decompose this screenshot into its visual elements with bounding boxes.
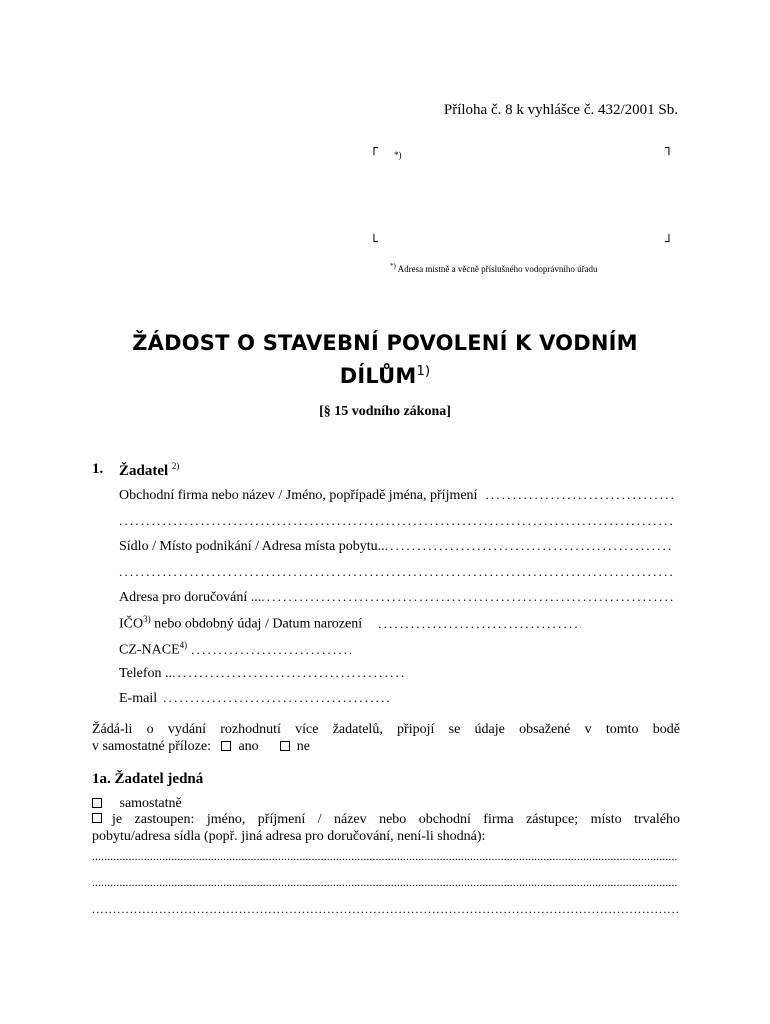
section1-heading xyxy=(119,461,179,480)
field-delivery-line[interactable] xyxy=(261,589,675,605)
section1-footnote: 2) xyxy=(171,461,180,471)
multi-applicants-text: Žádá-li o vydání rozhodnutí více žadatelů, připojí se údaje obsažené v tomto bodě xyxy=(92,722,680,737)
field-nace-footnote: 4) xyxy=(179,640,188,650)
section1-number: 1. xyxy=(92,461,104,477)
checkbox-no[interactable] xyxy=(280,741,290,751)
annex-reference: Příloha č. 8 k vyhlášce č. 432/2001 Sb. xyxy=(443,102,678,118)
form-title-line2 xyxy=(90,364,680,388)
field-delivery[interactable] xyxy=(119,589,675,606)
field-seat-label: Sídlo / Místo podnikání / Adresa místa pobytu.. xyxy=(119,539,385,554)
option-yes-label: ano xyxy=(238,739,259,754)
option-no-label: ne xyxy=(296,739,310,754)
field-nace[interactable] xyxy=(119,640,351,659)
option-represented-text: je zastoupen: jméno, příjmení / název nebo obchodní firma zástupce; místo trvalého xyxy=(112,812,680,827)
address-footnote xyxy=(390,262,598,274)
field-email[interactable] xyxy=(119,690,392,707)
field-company-label: Obchodní firma nebo název / Jméno, popřípadě jména, příjmení xyxy=(119,488,478,503)
section1-title: Žadatel xyxy=(119,463,169,479)
checkbox-self[interactable] xyxy=(92,798,102,808)
field-seat-line2[interactable] xyxy=(119,564,673,580)
field-email-line[interactable] xyxy=(163,690,392,706)
option-represented xyxy=(92,812,680,828)
option-self xyxy=(92,796,182,812)
field-phone-label: Telefon .. xyxy=(119,666,173,681)
field-nace-label xyxy=(119,640,187,659)
field-ico-label xyxy=(119,614,362,633)
multi-applicants-label: v samostatné příloze: xyxy=(92,739,211,754)
field-ico-text: nebo obdobný údaj / Datum narození xyxy=(150,616,363,632)
field-delivery-label: Adresa pro doručování ... xyxy=(119,590,262,605)
address-box-corner-top-right: ┐ xyxy=(665,141,673,156)
field-ico-footnote: 3) xyxy=(143,614,151,624)
form-subtitle: [§ 15 vodního zákona] xyxy=(319,404,451,419)
address-box-corner-bottom-right: ┘ xyxy=(665,235,673,250)
form-title-word: DÍLŮM xyxy=(339,364,417,388)
field-seat-line[interactable] xyxy=(385,538,673,554)
checkbox-represented[interactable] xyxy=(92,813,102,823)
checkbox-yes[interactable] xyxy=(221,741,231,751)
address-box-corner-top-left: ┌ xyxy=(370,141,378,156)
field-nace-line[interactable] xyxy=(191,642,351,658)
address-box-corner-bottom-left: └ xyxy=(370,235,378,250)
field-ico-abbr: IČO xyxy=(119,616,144,632)
field-company-line[interactable] xyxy=(485,487,673,503)
section1a-title: 1a. Žadatel jedná xyxy=(92,771,204,787)
field-phone-line[interactable] xyxy=(172,665,406,681)
field-email-label: E-mail xyxy=(119,691,158,706)
field-ico[interactable] xyxy=(119,614,581,633)
form-title-line1: ŽÁDOST O STAVEBNÍ POVOLENÍ K VODNÍM xyxy=(132,331,638,355)
form-title-footnote: 1) xyxy=(416,364,431,379)
field-company-line2[interactable] xyxy=(119,513,673,529)
address-footnote-text: Adresa místně a věcně příslušného vodoprávního úřadu xyxy=(397,264,598,274)
field-seat[interactable] xyxy=(119,538,673,555)
field-ico-line[interactable] xyxy=(378,616,581,632)
address-box-marker: *) xyxy=(394,150,402,160)
representative-line3[interactable] xyxy=(92,902,678,917)
address-footnote-marker: *) xyxy=(390,262,396,270)
field-company[interactable] xyxy=(119,487,673,504)
representative-line2[interactable] xyxy=(92,877,678,889)
option-represented-text2: pobytu/adresa sídla (popř. jiná adresa pro doručování, není-li shodná): xyxy=(92,829,486,844)
option-self-label: samostatně xyxy=(119,796,182,811)
representative-line1[interactable] xyxy=(92,851,678,863)
field-phone[interactable] xyxy=(119,665,406,682)
field-nace-abbr: CZ-NACE xyxy=(119,642,180,658)
multi-applicants-question xyxy=(92,739,310,755)
